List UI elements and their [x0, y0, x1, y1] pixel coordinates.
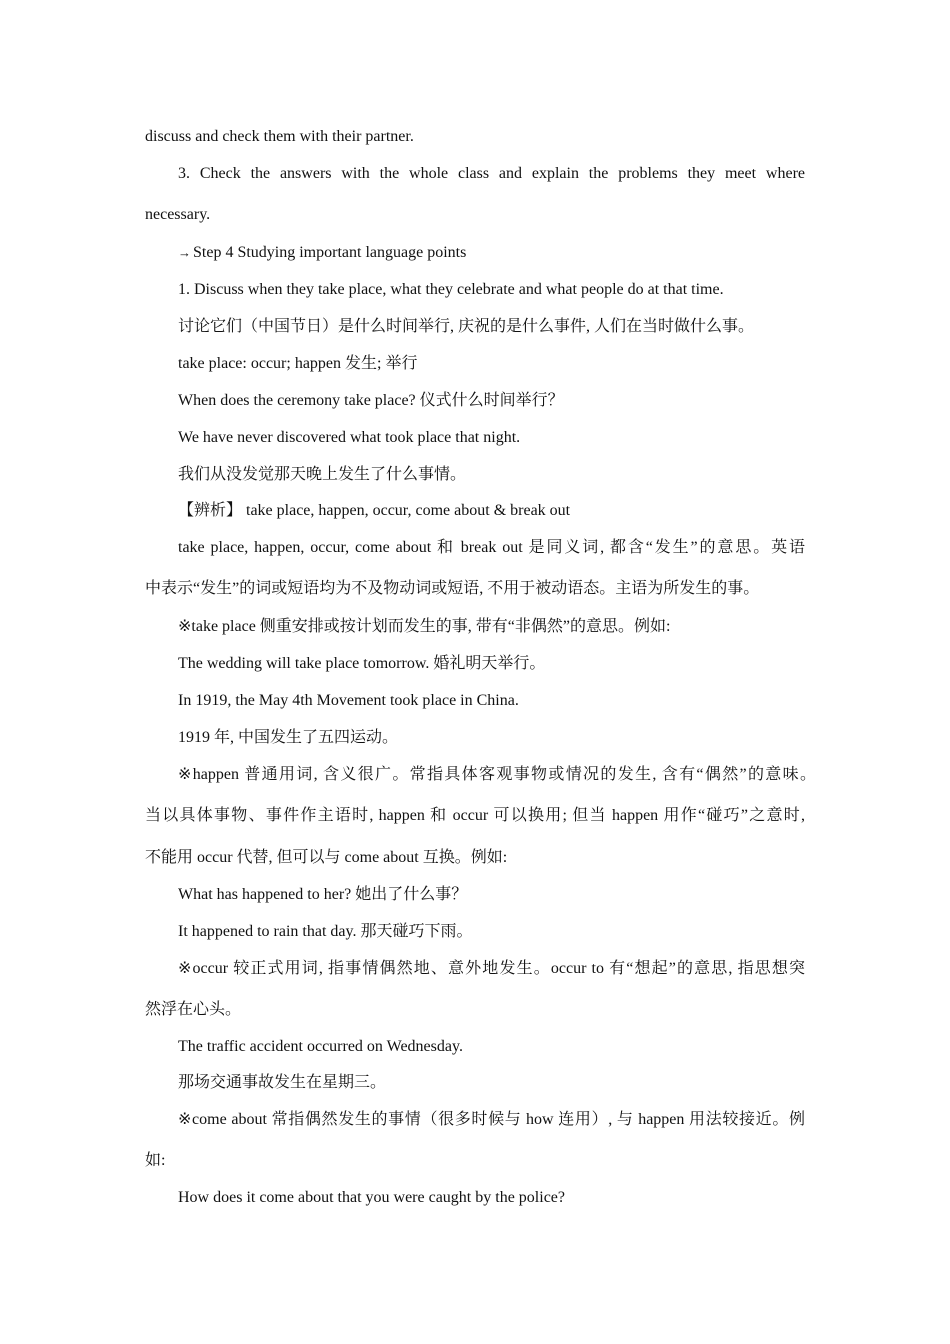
- arrow-icon: →: [178, 245, 191, 260]
- text-line: ※come about 常指偶然发生的事情（很多时候与 how 连用）, 与 happen 用法较接近。例: [178, 1111, 805, 1128]
- text-line: 当以具体事物、事件作主语时, happen 和 occur 可以换用; 但当 happen 用作“碰巧”之意时,: [145, 807, 805, 824]
- text-line: How does it come about that you were caught by the police?: [178, 1189, 565, 1206]
- text-line: 不能用 occur 代替, 但可以与 come about 互换。例如:: [145, 849, 508, 866]
- text-line: take place, happen, occur, come about 和 break out 是同义词, 都含“发生”的意思。英语: [178, 539, 805, 556]
- text-line: It happened to rain that day. 那天碰巧下雨。: [178, 923, 473, 940]
- text-line: 然浮在心头。: [145, 1001, 242, 1018]
- text-line: ※occur 较正式用词, 指事情偶然地、意外地发生。occur to 有“想起”的意思, 指思想突: [178, 960, 805, 977]
- step-heading-text: Step 4 Studying important language points: [193, 244, 467, 261]
- text-line: 如:: [145, 1152, 166, 1169]
- text-line: 那场交通事故发生在星期三。: [178, 1074, 387, 1091]
- step-heading: [178, 243, 466, 263]
- text-line: The wedding will take place tomorrow. 婚礼明天举行。: [178, 655, 546, 672]
- text-line: ※happen 普通用词, 含义很广。常指具体客观事物或情况的发生, 含有“偶然”的意味。: [178, 766, 816, 783]
- text-line: necessary.: [145, 206, 211, 223]
- text-line: In 1919, the May 4th Movement took place in China.: [178, 692, 519, 709]
- text-line: discuss and check them with their partner.: [145, 128, 414, 145]
- text-line: 1919 年, 中国发生了五四运动。: [178, 729, 399, 746]
- text-line: We have never discovered what took place that night.: [178, 429, 521, 446]
- text-line: 中表示“发生”的词或短语均为不及物动词或短语, 不用于被动语态。主语为所发生的事。: [145, 580, 760, 597]
- text-line: When does the ceremony take place? 仪式什么时间举行？: [178, 392, 564, 409]
- text-line: ※take place 侧重安排或按计划而发生的事, 带有“非偶然”的意思。例如:: [178, 618, 671, 635]
- text-line: What has happened to her? 她出了什么事？: [178, 886, 468, 903]
- text-line: 我们从没发觉那天晚上发生了什么事情。: [178, 466, 467, 483]
- text-line: The traffic accident occurred on Wednesday.: [178, 1038, 463, 1055]
- text-line: 讨论它们（中国节日）是什么时间举行, 庆祝的是什么事件, 人们在当时做什么事。: [178, 318, 755, 335]
- text-line: 1. Discuss when they take place, what they celebrate and what people do at that time.: [178, 281, 724, 298]
- text-line: take place: occur; happen 发生; 举行: [178, 355, 418, 372]
- section-heading: 【辨析】 take place, happen, occur, come about & break out: [178, 502, 571, 519]
- text-line: 3. Check the answers with the whole class and explain the problems they meet where: [178, 165, 805, 182]
